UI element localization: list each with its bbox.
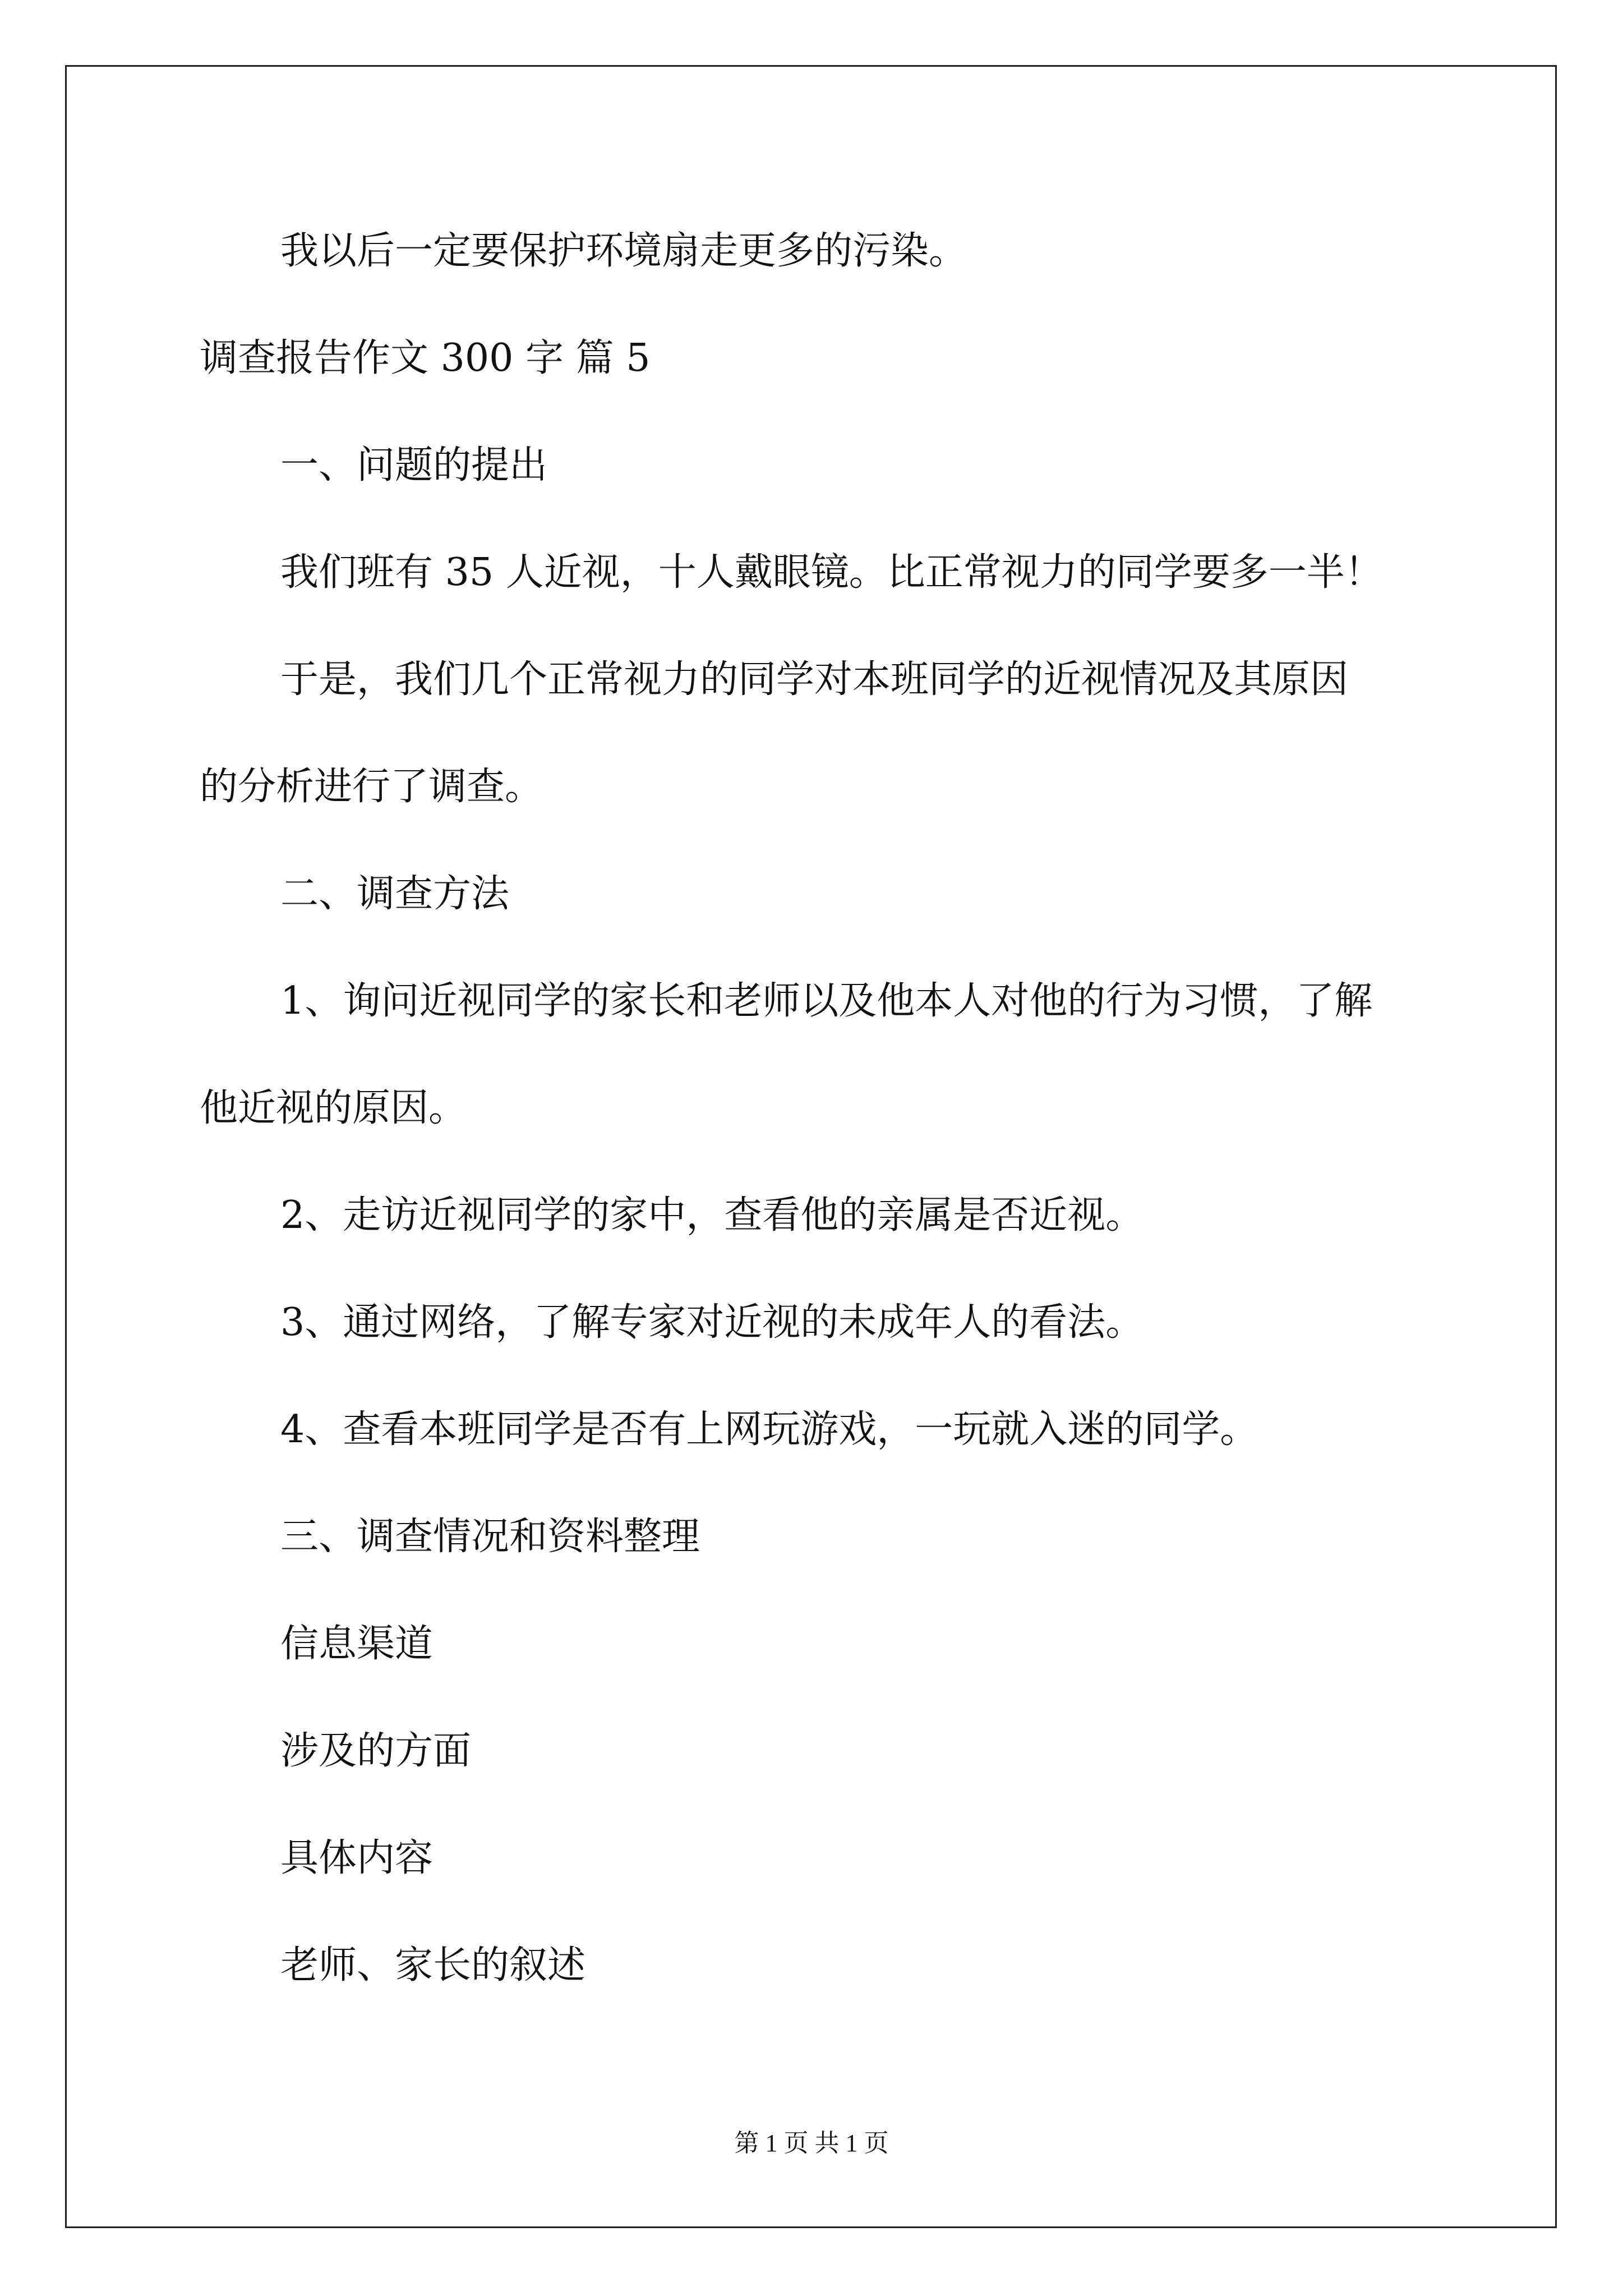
list-item: 4、查看本班同学是否有上网玩游戏，一玩就入迷的同学。	[280, 1407, 1258, 1452]
page-footer: 第 1 页 共 1 页	[734, 2129, 889, 2157]
text-line: 涉及的方面	[280, 1729, 472, 1773]
text-line: 信息渠道	[280, 1622, 434, 1666]
heading: 一、问题的提出	[280, 443, 548, 487]
text-line: 老师、家长的叙述	[280, 1943, 586, 1987]
list-item: 3、通过网络，了解专家对近视的未成年人的看法。	[280, 1300, 1144, 1345]
heading: 三、调查情况和资料整理	[280, 1515, 700, 1559]
list-item-continuation: 他近视的原因。	[200, 1086, 467, 1130]
heading: 二、调查方法	[280, 872, 510, 916]
list-item: 1、询问近视同学的家长和老师以及他本人对他的行为习惯，了解	[280, 979, 1373, 1023]
list-item: 2、走访近视同学的家中，查看他的亲属是否近视。	[280, 1193, 1144, 1237]
text-line: 具体内容	[280, 1836, 434, 1880]
text-line: 的分析进行了调查。	[200, 765, 543, 809]
section-title: 调查报告作文 300 字 篇 5	[200, 336, 651, 380]
text-line: 我们班有 35 人近视，十人戴眼镜。比正常视力的同学要多一半！	[280, 550, 1383, 595]
text-line: 我以后一定要保护环境扇走更多的污染。	[280, 229, 967, 273]
page-border	[65, 65, 1557, 2228]
text-line: 于是，我们几个正常视力的同学对本班同学的近视情况及其原因	[280, 657, 1349, 702]
